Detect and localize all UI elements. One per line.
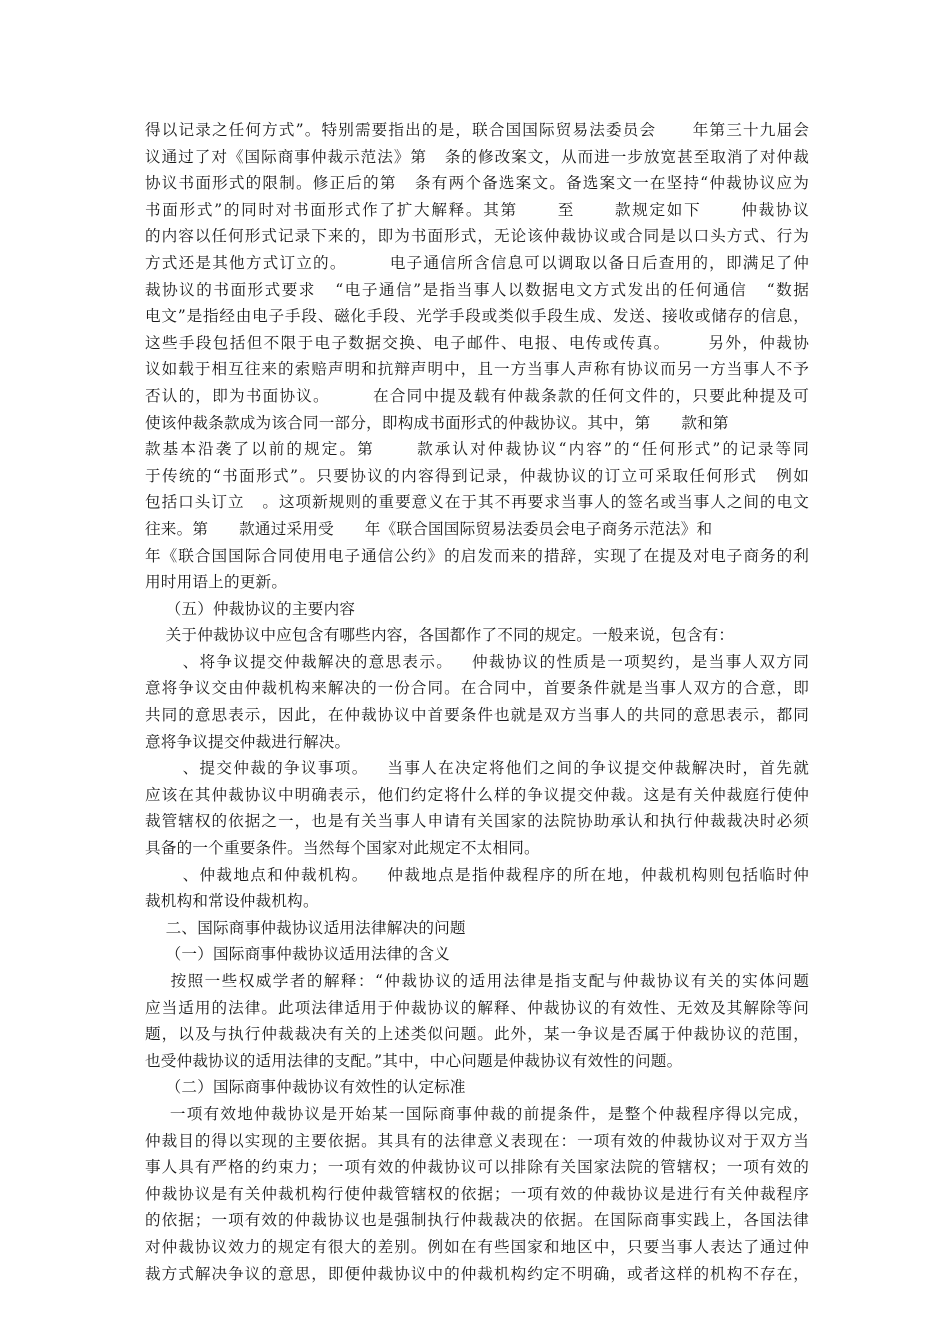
text-line: 往来。第 款通过采用受 年《联合国国际贸易法委员会电子商务示范法》和 bbox=[145, 519, 713, 538]
text-line: 仲裁目的得以实现的主要依据。其具有的法律意义表现在：一项有效的仲裁协议对于双方当 bbox=[145, 1131, 809, 1150]
text-line: 裁管辖权的依据之一，也是有关当事人申请有关国家的法院协助承认和执行仲裁裁决时必须 bbox=[145, 812, 809, 831]
text-line: 书面形式”的同时对书面形式作了扩大解释。其第 至 款规定如下 仲裁协议 bbox=[145, 200, 809, 219]
text-line: 的依据；一项有效的仲裁协议也是强制执行仲裁裁决的依据。在国际商事实践上，各国法律 bbox=[145, 1211, 809, 1230]
text-line: 于传统的“书面形式”。只要协议的内容得到记录，仲裁协议的订立可采取任何形式 例如 bbox=[145, 466, 809, 485]
text-line: 、仲裁地点和仲裁机构。 仲裁地点是指仲裁程序的所在地，仲裁机构则包括临时仲 bbox=[145, 865, 809, 884]
text-line: 包括口头订立 。这项新规则的重要意义在于其不再要求当事人的签名或当事人之间的电文 bbox=[145, 493, 809, 512]
text-line: 题，以及与执行仲裁裁决有关的上述类似问题。此外，某一争议是否属于仲裁协议的范围， bbox=[145, 1025, 809, 1044]
text-line: 也受仲裁协议的适用法律的支配。”其中，中心问题是仲裁协议有效性的问题。 bbox=[145, 1051, 683, 1070]
text-line: 这些手段包括但不限于电子数据交换、电子邮件、电报、电传或传真。 另外，仲裁协 bbox=[145, 333, 809, 352]
text-line: 方式还是其他方式订立的。 电子通信所含信息可以调取以备日后查用的，即满足了仲 bbox=[145, 253, 809, 272]
text-line: 二、国际商事仲裁协议适用法律解决的问题 bbox=[145, 918, 466, 937]
text-line: 事人具有严格的约束力；一项有效的仲裁协议可以排除有关国家法院的管辖权；一项有效的 bbox=[145, 1158, 809, 1177]
text-line: 裁方式解决争议的意思，即便仲裁协议中的仲裁机构约定不明确，或者这样的机构不存在， bbox=[145, 1264, 809, 1283]
text-line: 年《联合国国际合同使用电子通信公约》的启发而来的措辞，实现了在提及对电子商务的利 bbox=[145, 546, 809, 565]
text-line: 意将争议交由仲裁机构来解决的一份合同。在合同中，首要条件就是当事人双方的合意，即 bbox=[145, 679, 809, 698]
text-line: 款基本沿袭了以前的规定。第 款承认对仲裁协议“内容”的“任何形式”的记录等同 bbox=[145, 440, 809, 459]
text-line: （二）国际商事仲裁协议有效性的认定标准 bbox=[145, 1078, 466, 1097]
text-line: 裁机构和常设仲裁机构。 bbox=[145, 892, 319, 911]
text-line: 应当适用的法律。此项法律适用于仲裁协议的解释、仲裁协议的有效性、无效及其解除等问 bbox=[145, 998, 809, 1017]
text-line: 、将争议提交仲裁解决的意思表示。 仲裁协议的性质是一项契约，是当事人双方同 bbox=[145, 652, 809, 671]
text-line: 仲裁协议是有关仲裁机构行使仲裁管辖权的依据；一项有效的仲裁协议是进行有关仲裁程序 bbox=[145, 1184, 809, 1203]
text-line: 电文”是指经由电子手段、磁化手段、光学手段或类似手段生成、发送、接收或储存的信息， bbox=[145, 307, 809, 326]
text-line: 议如载于相互往来的索赔声明和抗辩声明中，且一方当事人声称有协议而另一方当事人不予 bbox=[145, 360, 809, 379]
text-line: 应该在其仲裁协议中明确表示，他们约定将什么样的争议提交仲裁。这是有关仲裁庭行使仲 bbox=[145, 785, 809, 804]
text-line: 、提交仲裁的争议事项。 当事人在决定将他们之间的争议提交仲裁解决时，首先就 bbox=[145, 759, 809, 778]
text-line: （五）仲裁协议的主要内容 bbox=[145, 599, 356, 618]
text-line: 共同的意思表示，因此，在仲裁协议中首要条件也就是双方当事人的共同的意思表示，都同 bbox=[145, 706, 809, 725]
text-line: 关于仲裁协议中应包含有哪些内容，各国都作了不同的规定。一般来说，包含有： bbox=[145, 626, 735, 645]
text-line: 一项有效地仲裁协议是开始某一国际商事仲裁的前提条件，是整个仲裁程序得以完成， bbox=[145, 1104, 809, 1123]
text-line: 使该仲裁条款成为该合同一部分，即构成书面形式的仲裁协议。其中，第 款和第 bbox=[145, 413, 729, 432]
text-line: 议通过了对《国际商事仲裁示范法》第 条的修改案文，从而进一步放宽甚至取消了对仲裁 bbox=[145, 147, 809, 166]
text-line: 意将争议提交仲裁进行解决。 bbox=[145, 732, 351, 751]
text-line: 得以记录之任何方式”。特别需要指出的是，联合国国际贸易法委员会 年第三十九届会 bbox=[145, 121, 809, 139]
text-line: （一）国际商事仲裁协议适用法律的含义 bbox=[145, 945, 450, 964]
text-line: 具备的一个重要条件。当然每个国家对此规定不太相同。 bbox=[145, 839, 540, 858]
text-line: 用时用语上的更新。 bbox=[145, 573, 288, 592]
text-line: 否认的，即为书面协议。 在合同中提及载有仲裁条款的任何文件的，只要此种提及可 bbox=[145, 386, 809, 405]
text-line: 裁协议的书面形式要求 “电子通信”是指当事人以数据电文方式发出的任何通信 “数据 bbox=[145, 280, 809, 299]
text-line: 协议书面形式的限制。修正后的第 条有两个备选案文。备选案文一在坚持“仲裁协议应为 bbox=[145, 174, 809, 193]
text-line: 的内容以任何形式记录下来的，即为书面形式，无论该仲裁协议或合同是以口头方式、行为 bbox=[145, 227, 809, 246]
text-line: 对仲裁协议效力的规定有很大的差别。例如在有些国家和地区中，只要当事人表达了通过仲 bbox=[145, 1237, 809, 1256]
text-line: 按照一些权威学者的解释：“仲裁协议的适用法律是指支配与仲裁协议有关的实体问题 bbox=[145, 972, 809, 990]
